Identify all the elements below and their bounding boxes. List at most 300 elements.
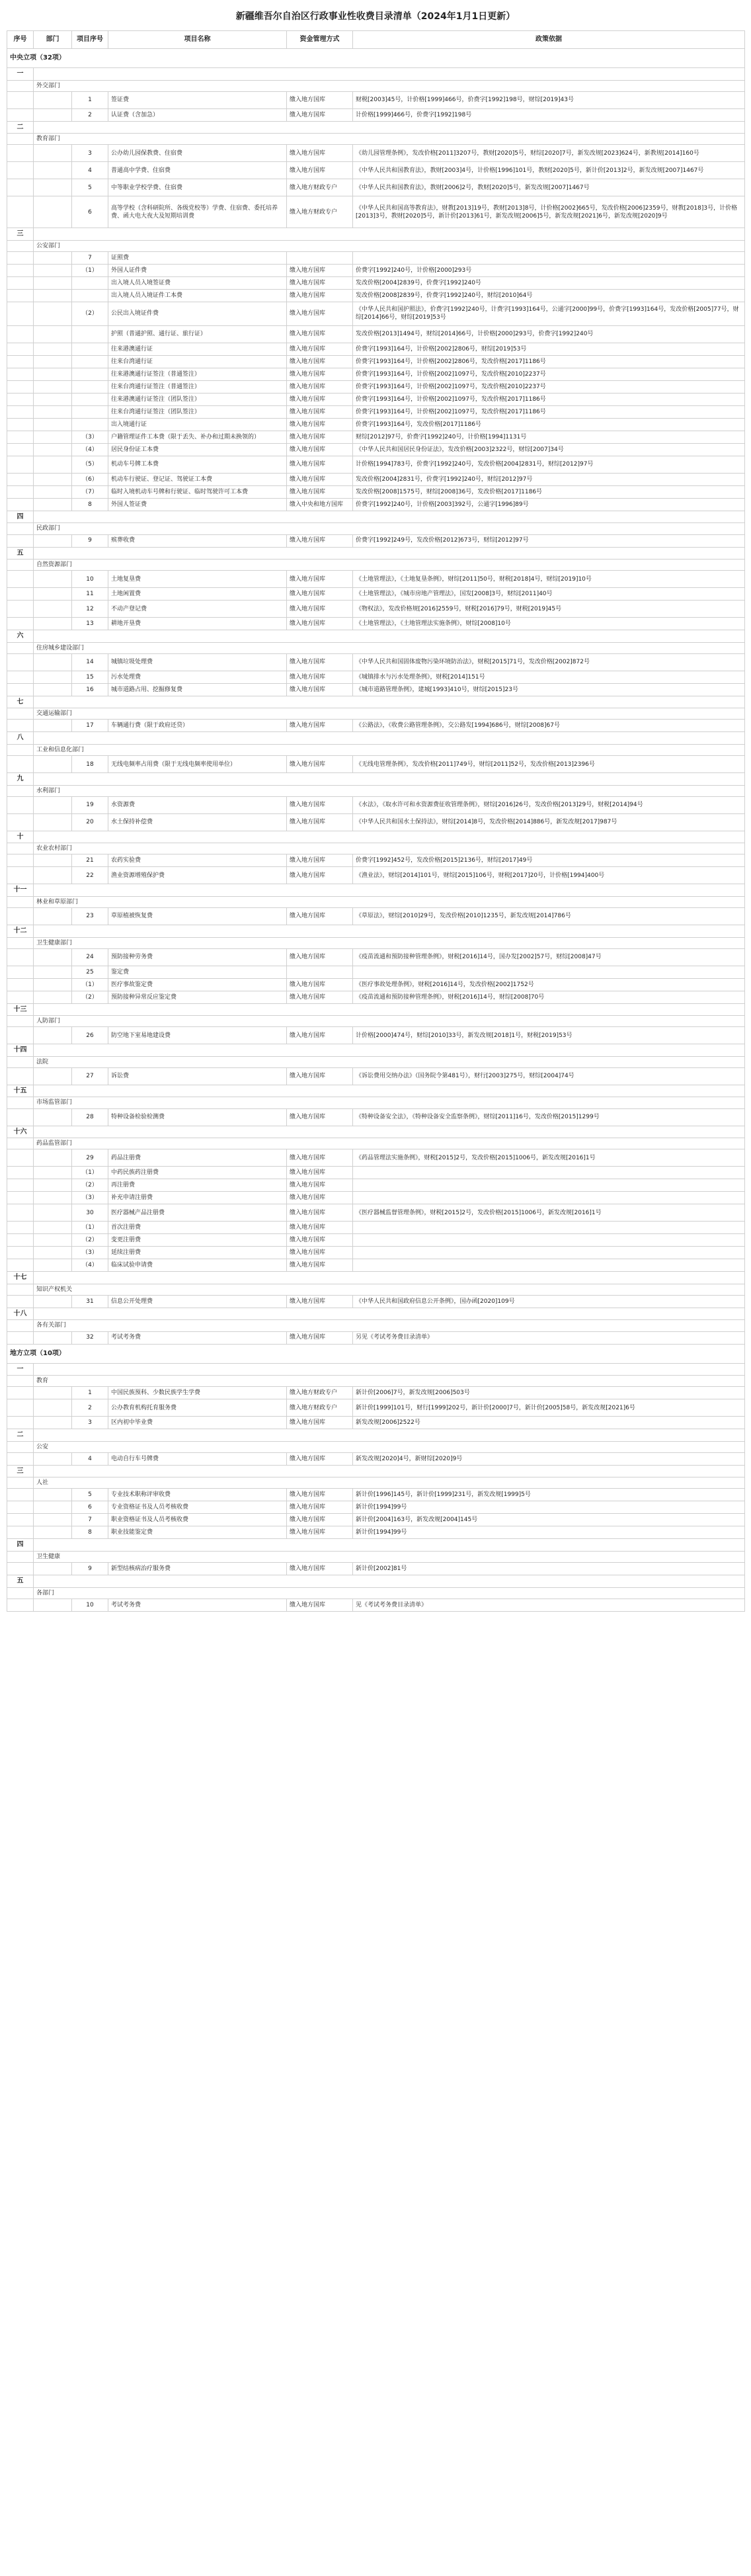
cell-seq xyxy=(7,588,34,601)
department-row xyxy=(7,937,745,948)
table-row xyxy=(7,756,745,773)
cell-fund-mgmt: 缴入地方国库 xyxy=(287,91,353,108)
cell-seq xyxy=(7,1067,34,1085)
cell-dept xyxy=(34,1489,72,1501)
department-blank xyxy=(7,1284,34,1295)
cell-item-name: 农药实验费 xyxy=(108,854,287,867)
cell-policy-basis: 《中华人民共和国教育法》，教财[2003]4号，计价格[1996]101号，教财[2020]5号，新计价[2013]2号，新发改规[2007]1467号 xyxy=(353,162,745,179)
cell-policy-basis: 新发改规[2006]2522号 xyxy=(353,1417,745,1429)
cell-dept xyxy=(34,948,72,966)
category-row xyxy=(7,547,745,560)
cell-policy-basis: 价费字[1993]164号，计价格[2002]1097号，发改价格[2017]1186号 xyxy=(353,405,745,418)
category-row xyxy=(7,1539,745,1552)
department-name: 交通运输部门 xyxy=(34,708,745,720)
cell-fund-mgmt: 缴入地方国库 xyxy=(287,1234,353,1247)
category-rest xyxy=(34,1272,745,1284)
cell-policy-basis: 《土地管理法》，《土地复垦条例》，财综[2011]50号，财税[2018]4号，财综[2019]10号 xyxy=(353,571,745,588)
cell-item-name: 信息公开处理费 xyxy=(108,1295,287,1308)
table-row xyxy=(7,1067,745,1085)
cell-seq xyxy=(7,431,34,443)
cell-policy-basis: 《中华人民共和国护照法》，价费字[1992]240号，计费字[1993]164号，公通字[2000]99号，价费字[1993]164号，发改价格[2005]77号，财综[2014]66号，财综[2019]53号 xyxy=(353,302,745,325)
cell-item-no: 18 xyxy=(72,756,108,773)
category-row xyxy=(7,121,745,134)
cell-item-no: 22 xyxy=(72,867,108,884)
cell-item-no: 4 xyxy=(72,162,108,179)
table-row xyxy=(7,671,745,683)
cell-seq xyxy=(7,618,34,630)
cell-fund-mgmt: 缴入地方国库 xyxy=(287,380,353,393)
cell-dept xyxy=(34,498,72,511)
cell-seq xyxy=(7,1563,34,1575)
cell-policy-basis: 发改价格[2004]2839号，价费字[1992]240号 xyxy=(353,276,745,289)
table-row xyxy=(7,908,745,925)
cell-seq xyxy=(7,196,34,228)
cell-item-no: （1） xyxy=(72,1222,108,1234)
cell-fund-mgmt: 缴入地方国库 xyxy=(287,854,353,867)
department-name: 各部门 xyxy=(34,1587,745,1599)
table-row xyxy=(7,683,745,696)
category-rest xyxy=(34,1465,745,1477)
cell-item-name: 外国人证件费 xyxy=(108,264,287,276)
cell-item-no: 1 xyxy=(72,1387,108,1399)
category-number: 十八 xyxy=(7,1308,34,1320)
cell-dept xyxy=(34,1417,72,1429)
department-row xyxy=(7,1056,745,1067)
cell-dept xyxy=(34,991,72,1003)
category-row xyxy=(7,925,745,938)
cell-item-name: 出入境人员入境签证费 xyxy=(108,276,287,289)
cell-fund-mgmt: 缴入地方财政专户 xyxy=(287,1387,353,1399)
table-row xyxy=(7,251,745,264)
cell-fund-mgmt: 缴入地方国库 xyxy=(287,418,353,431)
department-name: 工业和信息化部门 xyxy=(34,744,745,755)
cell-fund-mgmt: 缴入中央和地方国库 xyxy=(287,498,353,511)
table-row xyxy=(7,571,745,588)
table-row xyxy=(7,145,745,162)
cell-fund-mgmt: 缴入地方国库 xyxy=(287,1179,353,1192)
table-row xyxy=(7,431,745,443)
department-row xyxy=(7,80,745,91)
category-row xyxy=(7,1126,745,1138)
category-number: 十七 xyxy=(7,1272,34,1284)
cell-policy-basis: 《药品管理法实施条例》，财税[2015]2号，发改价格[2015]1006号，新发改规[2016]1号 xyxy=(353,1149,745,1167)
cell-policy-basis: 《中华人民共和国政府信息公开条例》，国办函[2020]109号 xyxy=(353,1295,745,1308)
cell-seq xyxy=(7,1387,34,1399)
category-number: 十三 xyxy=(7,1003,34,1016)
table-row xyxy=(7,443,745,456)
cell-seq xyxy=(7,1514,34,1526)
cell-dept xyxy=(34,1247,72,1259)
cell-seq xyxy=(7,908,34,925)
cell-seq xyxy=(7,1399,34,1417)
department-row xyxy=(7,843,745,854)
category-rest xyxy=(34,1308,745,1320)
cell-dept xyxy=(34,1526,72,1539)
cell-item-no: 2 xyxy=(72,1399,108,1417)
department-name: 法院 xyxy=(34,1056,745,1067)
cell-fund-mgmt: 缴入地方国库 xyxy=(287,1526,353,1539)
cell-dept xyxy=(34,179,72,196)
cell-policy-basis: 《疫苗流通和预防接种管理条例》，财税[2016]14号，财综[2008]70号 xyxy=(353,991,745,1003)
table-row xyxy=(7,473,745,485)
cell-seq xyxy=(7,720,34,732)
cell-item-no xyxy=(72,289,108,302)
cell-dept xyxy=(34,91,72,108)
cell-fund-mgmt: 缴入地方国库 xyxy=(287,571,353,588)
cell-item-no: 30 xyxy=(72,1204,108,1222)
cell-policy-basis: 另见《考试考务费目录清单》 xyxy=(353,1331,745,1344)
cell-dept xyxy=(34,302,72,325)
category-row xyxy=(7,831,745,843)
category-row xyxy=(7,228,745,241)
cell-fund-mgmt: 缴入地方国库 xyxy=(287,1247,353,1259)
cell-fund-mgmt: 缴入地方国库 xyxy=(287,1067,353,1085)
category-rest xyxy=(34,1575,745,1588)
cell-fund-mgmt: 缴入地方国库 xyxy=(287,1331,353,1344)
table-row xyxy=(7,966,745,978)
cell-seq xyxy=(7,325,34,343)
section-group-row xyxy=(7,49,745,68)
cell-seq xyxy=(7,1027,34,1044)
table-row xyxy=(7,196,745,228)
cell-dept xyxy=(34,796,72,813)
cell-policy-basis: 《土地管理法》，《土地管理法实施条例》，财综[2008]10号 xyxy=(353,618,745,630)
cell-item-name: 职业资格证书及人员考核收费 xyxy=(108,1514,287,1526)
category-rest xyxy=(34,773,745,786)
cell-policy-basis: 新计价[1996]145号，新计价[1999]231号，新发改规[1999]5号 xyxy=(353,1489,745,1501)
cell-fund-mgmt: 缴入地方国库 xyxy=(287,1167,353,1179)
cell-policy-basis: 《水法》，《取水许可和水资源费征收管理条例》，财综[2016]26号，发改价格[2013]29号，财税[2014]94号 xyxy=(353,796,745,813)
cell-seq xyxy=(7,108,34,121)
cell-fund-mgmt: 缴入地方国库 xyxy=(287,618,353,630)
cell-item-name: 往来台湾通行证签注（普通签注） xyxy=(108,380,287,393)
department-blank xyxy=(7,1376,34,1387)
cell-item-name: 车辆通行费（限于政府还贷） xyxy=(108,720,287,732)
cell-item-name: 无线电频率占用费（限于无线电频率使用单位） xyxy=(108,756,287,773)
cell-item-no: 3 xyxy=(72,145,108,162)
cell-policy-basis xyxy=(353,1234,745,1247)
table-body xyxy=(7,49,745,1612)
cell-seq xyxy=(7,456,34,473)
department-blank xyxy=(7,240,34,251)
department-blank xyxy=(7,1138,34,1149)
cell-dept xyxy=(34,966,72,978)
table-row xyxy=(7,601,745,618)
cell-fund-mgmt: 缴入地方国库 xyxy=(287,908,353,925)
cell-dept xyxy=(34,1514,72,1526)
cell-policy-basis: 《诉讼费用交纳办法》（国务院令第481号），财行[2003]275号，财综[2004]74号 xyxy=(353,1067,745,1085)
table-row xyxy=(7,456,745,473)
table-row xyxy=(7,498,745,511)
cell-dept xyxy=(34,1452,72,1465)
category-rest xyxy=(34,547,745,560)
cell-item-no: 13 xyxy=(72,618,108,630)
cell-fund-mgmt: 缴入地方国库 xyxy=(287,485,353,498)
cell-item-no: 19 xyxy=(72,796,108,813)
cell-policy-basis: 价费字[1993]164号，计价格[2002]2806号，发改价格[2017]1186号 xyxy=(353,355,745,368)
cell-seq xyxy=(7,653,34,671)
category-row xyxy=(7,1429,745,1442)
cell-item-no: （2） xyxy=(72,1234,108,1247)
cell-item-name: 补充申请注册费 xyxy=(108,1192,287,1204)
cell-fund-mgmt: 缴入地方国库 xyxy=(287,796,353,813)
cell-item-name: 耕地开垦费 xyxy=(108,618,287,630)
cell-item-name: 草原植被恢复费 xyxy=(108,908,287,925)
category-number: 二 xyxy=(7,121,34,134)
cell-seq xyxy=(7,1417,34,1429)
category-row xyxy=(7,1085,745,1097)
department-blank xyxy=(7,1016,34,1027)
cell-seq xyxy=(7,1167,34,1179)
cell-dept xyxy=(34,1067,72,1085)
cell-item-no: （3） xyxy=(72,431,108,443)
cell-seq xyxy=(7,368,34,380)
cell-dept xyxy=(34,485,72,498)
category-row xyxy=(7,1044,745,1057)
cell-item-no: （1） xyxy=(72,1167,108,1179)
cell-dept xyxy=(34,720,72,732)
cell-item-no: （5） xyxy=(72,456,108,473)
table-row xyxy=(7,1204,745,1222)
cell-item-no xyxy=(72,276,108,289)
category-number: 七 xyxy=(7,696,34,708)
category-number: 五 xyxy=(7,547,34,560)
category-rest xyxy=(34,1003,745,1016)
cell-item-no xyxy=(72,405,108,418)
cell-item-no: 15 xyxy=(72,671,108,683)
cell-dept xyxy=(34,289,72,302)
category-rest xyxy=(34,1044,745,1057)
cell-item-no: （3） xyxy=(72,1192,108,1204)
cell-seq xyxy=(7,1259,34,1272)
cell-policy-basis: 新计价[2006]7号，新发改规[2006]503号 xyxy=(353,1387,745,1399)
department-blank xyxy=(7,523,34,534)
cell-item-no: 6 xyxy=(72,196,108,228)
cell-item-name: 护照（普通护照、通行证、旅行证） xyxy=(108,325,287,343)
cell-item-name: 外国人签证费 xyxy=(108,498,287,511)
category-number: 九 xyxy=(7,773,34,786)
cell-item-name: 不动产登记费 xyxy=(108,601,287,618)
cell-seq xyxy=(7,418,34,431)
cell-dept xyxy=(34,473,72,485)
cell-seq xyxy=(7,276,34,289)
cell-seq xyxy=(7,796,34,813)
category-rest xyxy=(34,1539,745,1552)
table-row xyxy=(7,1563,745,1575)
cell-item-name: 证照费 xyxy=(108,251,287,264)
cell-dept xyxy=(34,1501,72,1514)
cell-item-name: 医疗器械产品注册费 xyxy=(108,1204,287,1222)
cell-policy-basis: 见《考试考务费目录清单》 xyxy=(353,1599,745,1611)
cell-seq xyxy=(7,867,34,884)
cell-seq xyxy=(7,380,34,393)
department-name: 卫生健康 xyxy=(34,1551,745,1562)
department-name: 市场监管部门 xyxy=(34,1097,745,1108)
cell-item-name: 临时入境机动车号牌和行驶证、临时驾驶许可工本费 xyxy=(108,485,287,498)
cell-dept xyxy=(34,431,72,443)
cell-policy-basis: 发改价格[2004]2831号，价费字[1992]240号，财综[2012]97号 xyxy=(353,473,745,485)
cell-fund-mgmt: 缴入地方财政专户 xyxy=(287,1399,353,1417)
cell-dept xyxy=(34,1387,72,1399)
cell-fund-mgmt: 缴入地方国库 xyxy=(287,343,353,355)
table-row xyxy=(7,1399,745,1417)
category-rest xyxy=(34,884,745,897)
cell-item-no: 4 xyxy=(72,1452,108,1465)
cell-item-no: 26 xyxy=(72,1027,108,1044)
cell-item-name: 殡葬收费 xyxy=(108,534,287,547)
cell-dept xyxy=(34,1399,72,1417)
cell-item-no: 6 xyxy=(72,1501,108,1514)
department-blank xyxy=(7,1587,34,1599)
cell-item-name: 考试考务费 xyxy=(108,1599,287,1611)
department-row xyxy=(7,785,745,796)
department-blank xyxy=(7,560,34,571)
header-policy-basis: 政策依据 xyxy=(353,31,745,49)
cell-item-no: 25 xyxy=(72,966,108,978)
category-number: 十六 xyxy=(7,1126,34,1138)
table-row xyxy=(7,1179,745,1192)
table-row xyxy=(7,1489,745,1501)
table-row xyxy=(7,1526,745,1539)
cell-seq xyxy=(7,756,34,773)
cell-seq xyxy=(7,1108,34,1126)
cell-policy-basis: 计价格[1999]466号，价费字[1992]198号 xyxy=(353,108,745,121)
cell-item-no: （7） xyxy=(72,485,108,498)
cell-item-name: 中国民族预科、少数民族学生学费 xyxy=(108,1387,287,1399)
cell-item-no: 17 xyxy=(72,720,108,732)
cell-item-no: 7 xyxy=(72,251,108,264)
cell-fund-mgmt: 缴入地方国库 xyxy=(287,653,353,671)
department-row xyxy=(7,744,745,755)
department-blank xyxy=(7,785,34,796)
cell-seq xyxy=(7,1489,34,1501)
cell-item-no: 28 xyxy=(72,1108,108,1126)
cell-seq xyxy=(7,355,34,368)
table-row xyxy=(7,325,745,343)
cell-policy-basis: 《城镇排水与污水处理条例》，财税[2014]151号 xyxy=(353,671,745,683)
cell-dept xyxy=(34,355,72,368)
cell-fund-mgmt: 缴入地方国库 xyxy=(287,978,353,991)
cell-dept xyxy=(34,393,72,405)
cell-item-no: 5 xyxy=(72,179,108,196)
cell-item-name: 土地闲置费 xyxy=(108,588,287,601)
cell-item-no: （6） xyxy=(72,473,108,485)
cell-dept xyxy=(34,368,72,380)
department-row xyxy=(7,523,745,534)
category-row xyxy=(7,511,745,523)
department-name: 人防部门 xyxy=(34,1016,745,1027)
cell-seq xyxy=(7,1452,34,1465)
category-number: 八 xyxy=(7,732,34,745)
cell-item-name: 公民出入境证件费 xyxy=(108,302,287,325)
department-name: 药品监管部门 xyxy=(34,1138,745,1149)
cell-item-name: 高等学校（含科研院所、各级党校等）学费、住宿费、委托培养费、函大电大夜大及短期培训费 xyxy=(108,196,287,228)
category-row xyxy=(7,1465,745,1477)
cell-dept xyxy=(34,145,72,162)
cell-policy-basis xyxy=(353,251,745,264)
table-row xyxy=(7,355,745,368)
category-row xyxy=(7,630,745,643)
department-row xyxy=(7,1441,745,1452)
cell-item-no: 12 xyxy=(72,601,108,618)
cell-policy-basis: 价费字[1992]240号，计价格[2003]392号，公通字[1996]89号 xyxy=(353,498,745,511)
cell-item-name: 渔业资源增殖保护费 xyxy=(108,867,287,884)
category-number: 十二 xyxy=(7,925,34,938)
document-title: 新疆维吾尔自治区行政事业性收费目录清单（2024年1月1日更新） xyxy=(235,11,516,22)
department-name: 公安 xyxy=(34,1441,745,1452)
cell-item-name: 特种设备检验检测费 xyxy=(108,1108,287,1126)
table-row xyxy=(7,179,745,196)
table-row xyxy=(7,162,745,179)
table-row xyxy=(7,618,745,630)
cell-dept xyxy=(34,867,72,884)
table-row xyxy=(7,1452,745,1465)
cell-dept xyxy=(34,1295,72,1308)
cell-seq xyxy=(7,485,34,498)
department-name: 民政部门 xyxy=(34,523,745,534)
cell-dept xyxy=(34,1167,72,1179)
cell-policy-basis: 财税[2003]45号，计价格[1999]466号，价费字[1992]198号，财综[2019]43号 xyxy=(353,91,745,108)
cell-policy-basis: 《中华人民共和国高等教育法》，财教[2013]19号，教财[2013]8号，计价格[2002]665号，发改价格[2006]2359号，财教[2018]3号，计价格[2013]3号，教财[2020]5号，新计价[2013]61号，新发改规[2006]5号，新发改规[2021]6号，新发改规[2020]9号 xyxy=(353,196,745,228)
category-number: 十五 xyxy=(7,1085,34,1097)
cell-policy-basis: 《无线电管理条例》，发改价格[2011]749号，财综[2011]52号，发改价格[2013]2396号 xyxy=(353,756,745,773)
header-seq: 序号 xyxy=(7,31,34,49)
cell-item-name: 防空地下室易地建设费 xyxy=(108,1027,287,1044)
table-row xyxy=(7,1027,745,1044)
cell-dept xyxy=(34,196,72,228)
cell-item-name: 水土保持补偿费 xyxy=(108,813,287,831)
category-row xyxy=(7,884,745,897)
cell-policy-basis: 价费字[1992]249号，发改价格[2012]673号，财综[2012]97号 xyxy=(353,534,745,547)
cell-item-name: 专业技术职称评审收费 xyxy=(108,1489,287,1501)
table-row xyxy=(7,653,745,671)
cell-dept xyxy=(34,1108,72,1126)
cell-policy-basis xyxy=(353,1259,745,1272)
cell-fund-mgmt: 缴入地方国库 xyxy=(287,264,353,276)
cell-item-name: 普通高中学费、住宿费 xyxy=(108,162,287,179)
cell-policy-basis xyxy=(353,1192,745,1204)
table-row xyxy=(7,264,745,276)
cell-fund-mgmt: 缴入地方国库 xyxy=(287,756,353,773)
cell-item-name: 中等职业学校学费、住宿费 xyxy=(108,179,287,196)
table-row xyxy=(7,368,745,380)
cell-seq xyxy=(7,443,34,456)
cell-dept xyxy=(34,653,72,671)
cell-seq xyxy=(7,498,34,511)
table-row xyxy=(7,91,745,108)
cell-fund-mgmt: 缴入地方国库 xyxy=(287,145,353,162)
cell-policy-basis: 《中华人民共和国水土保持法》，财综[2014]8号，发改价格[2014]886号，新发改规[2017]987号 xyxy=(353,813,745,831)
table-row xyxy=(7,405,745,418)
cell-dept xyxy=(34,813,72,831)
department-blank xyxy=(7,708,34,720)
cell-item-no: （4） xyxy=(72,443,108,456)
table-row xyxy=(7,867,745,884)
cell-item-no: 10 xyxy=(72,571,108,588)
cell-item-name: 往来港澳通行证签注（团队签注） xyxy=(108,393,287,405)
cell-item-name: 往来港澳通行证签注（普通签注） xyxy=(108,368,287,380)
cell-seq xyxy=(7,1149,34,1167)
cell-policy-basis: 《特种设备安全法》，《特种设备安全监察条例》，财综[2011]16号，发改价格[2015]1299号 xyxy=(353,1108,745,1126)
category-number: 二 xyxy=(7,1429,34,1442)
cell-item-name: 专业资格证书及人员考核收费 xyxy=(108,1501,287,1514)
cell-dept xyxy=(34,405,72,418)
cell-item-name: 医疗事故鉴定费 xyxy=(108,978,287,991)
table-row xyxy=(7,343,745,355)
cell-item-name: 土地复垦费 xyxy=(108,571,287,588)
cell-item-name: 预防接种异常反应鉴定费 xyxy=(108,991,287,1003)
category-rest xyxy=(34,121,745,134)
